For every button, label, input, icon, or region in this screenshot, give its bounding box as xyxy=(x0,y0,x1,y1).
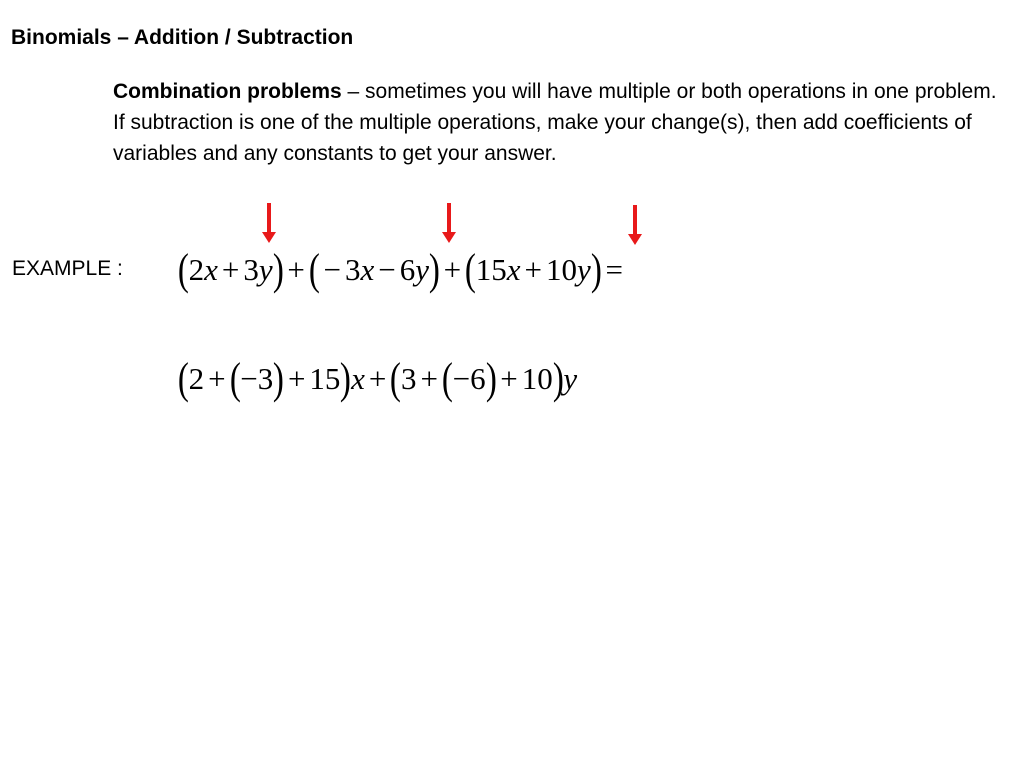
coefficient: 3 xyxy=(243,252,259,287)
open-paren: ( xyxy=(229,354,241,403)
open-paren: ( xyxy=(308,245,320,294)
example-label: EXAMPLE : xyxy=(12,257,123,280)
variable-y: y xyxy=(258,252,273,287)
down-arrow-icon xyxy=(442,203,456,243)
variable-y: y xyxy=(415,252,429,287)
variable-y: y xyxy=(577,252,591,287)
coefficient: 6 xyxy=(399,252,416,287)
intro-lead: Combination problems xyxy=(113,80,342,103)
variable-x: x xyxy=(506,252,521,287)
down-arrow-icon xyxy=(262,203,276,243)
close-paren: ) xyxy=(428,245,440,294)
close-paren: ) xyxy=(485,354,497,403)
minus-sign: − xyxy=(378,252,396,287)
number: 6 xyxy=(470,361,486,396)
open-paren: ( xyxy=(177,245,189,294)
variable-x: x xyxy=(360,252,375,287)
intro-body: – sometimes you will have multiple or both operations in one problem. If subtraction is one of the multiple operations, make your change(s), then add coefficients of variables and any constants to get your answer. xyxy=(113,80,997,165)
intro-paragraph xyxy=(113,76,1003,169)
slide-title: Binomials – Addition / Subtraction xyxy=(11,26,354,49)
close-paren: ) xyxy=(590,245,602,294)
variable-y: y xyxy=(563,361,578,396)
open-paren: ( xyxy=(464,245,476,294)
minus-sign: − xyxy=(323,252,341,287)
coefficient: 10 xyxy=(546,252,578,287)
open-paren: ( xyxy=(177,354,189,403)
plus-sign: + xyxy=(221,252,240,287)
down-arrow-icon xyxy=(628,205,642,245)
plus-sign: + xyxy=(287,361,306,396)
plus-sign: + xyxy=(368,361,387,396)
plus-sign: + xyxy=(287,252,305,287)
plus-sign: + xyxy=(420,361,438,396)
regrouped-equation xyxy=(177,354,578,403)
number: 10 xyxy=(521,361,553,396)
number: 15 xyxy=(309,361,341,396)
open-paren: ( xyxy=(441,354,453,403)
equals-sign: = xyxy=(605,252,623,287)
number: 2 xyxy=(188,361,205,396)
close-paren: ) xyxy=(552,354,564,403)
plus-sign: + xyxy=(443,252,462,287)
coefficient: 15 xyxy=(475,252,507,287)
minus-sign: − xyxy=(452,361,471,396)
plus-sign: + xyxy=(524,252,543,287)
minus-sign: − xyxy=(240,361,258,396)
open-paren: ( xyxy=(390,354,402,403)
example-equation xyxy=(177,245,627,294)
number: 3 xyxy=(400,361,417,396)
close-paren: ) xyxy=(272,245,284,294)
number: 3 xyxy=(257,361,274,396)
close-paren: ) xyxy=(340,354,352,403)
plus-sign: + xyxy=(500,361,518,396)
plus-sign: + xyxy=(208,361,226,396)
variable-x: x xyxy=(351,361,365,396)
variable-x: x xyxy=(204,252,218,287)
close-paren: ) xyxy=(273,354,285,403)
coefficient: 2 xyxy=(188,252,205,287)
coefficient: 3 xyxy=(344,252,361,287)
